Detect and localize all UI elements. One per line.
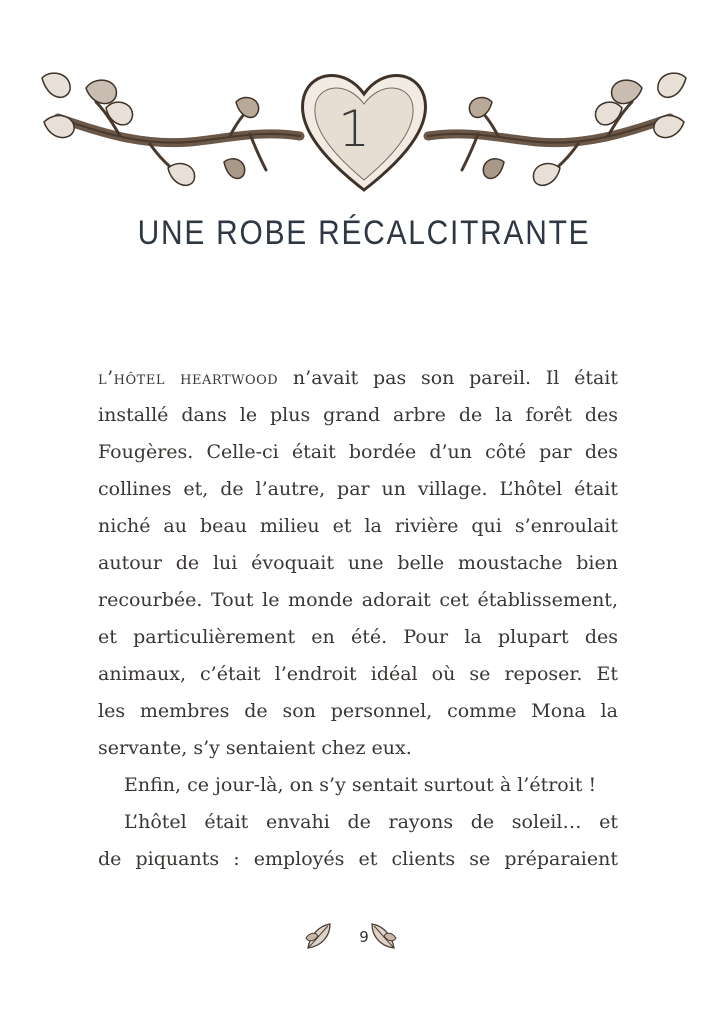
text-line-rest: n’avait pas son pareil. Il était	[278, 367, 618, 389]
right-leaves-icon	[469, 73, 686, 185]
leaf-icon	[368, 920, 398, 952]
page-footer	[0, 918, 728, 958]
chapter-body-text	[98, 360, 618, 878]
text-line: recourbée. Tout le monde adorait cet établissement,	[98, 589, 618, 611]
opening-smallcaps: l’hôtel heartwood	[98, 367, 279, 389]
page-number: 9	[359, 928, 369, 946]
text-line: servante, s’y sentaient chez eux.	[98, 737, 412, 759]
text-line: de piquants : employés et clients se préparaient	[98, 848, 618, 870]
text-line: L’hôtel était envahi de rayons de soleil… et	[124, 811, 618, 833]
text-line: autour de lui évoquait une belle moustache bien	[98, 552, 618, 574]
text-line: Enfin, ce jour-là, on s’y sentait surtout à l’étroit !	[124, 774, 597, 796]
chapter-number: 1	[338, 100, 370, 158]
text-line: collines et, de l’autre, par un village. L’hôtel était	[98, 478, 618, 500]
text-line: niché au beau milieu et la rivière qui s’enroulait	[98, 515, 618, 537]
text-line: les membres de son personnel, comme Mona la	[98, 700, 618, 722]
text-line: animaux, c’était l’endroit idéal où se reposer. Et	[98, 663, 618, 685]
text-line	[98, 360, 618, 397]
left-leaves-icon	[42, 73, 259, 185]
leaf-icon	[304, 920, 334, 952]
chapter-title: UNE ROBE RÉCALCITRANTE	[137, 214, 591, 252]
text-line: installé dans le plus grand arbre de la forêt des	[98, 404, 618, 426]
text-line: et particulièrement en été. Pour la plupart des	[98, 626, 618, 648]
text-line: Fougères. Celle-ci était bordée d’un côté par des	[98, 441, 618, 463]
